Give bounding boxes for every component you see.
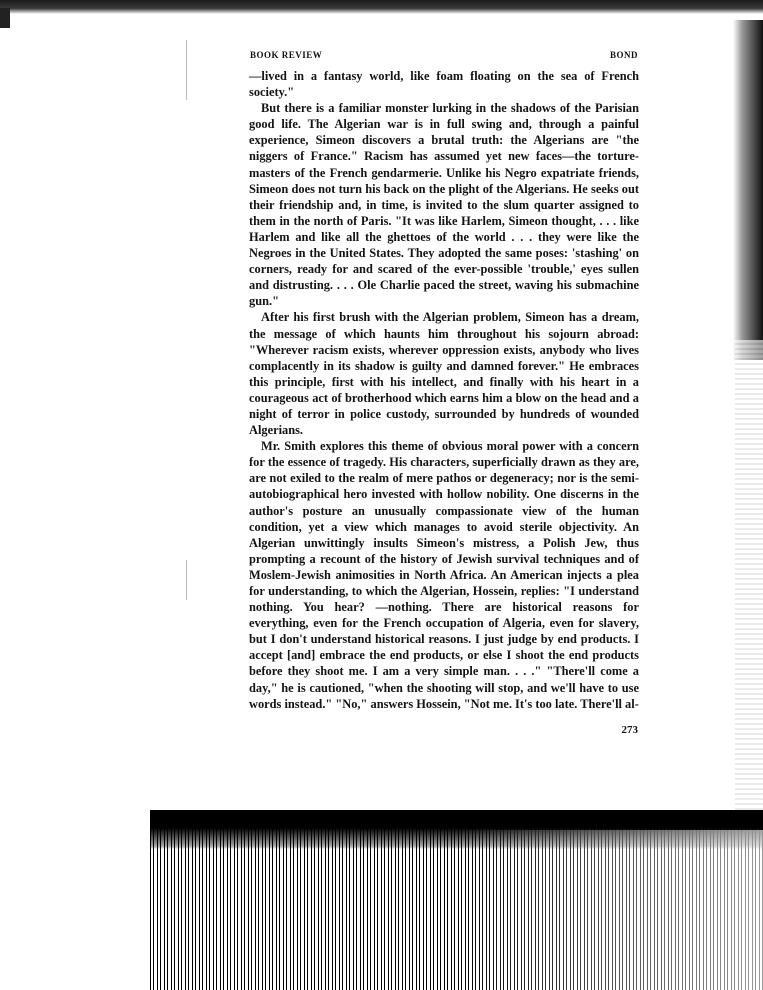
scan-bottom-fade xyxy=(150,830,763,990)
paragraph: Mr. Smith explores this theme of obvious moral power with a concern for the essence of tragedy. His characters, superficially drawn as they are, are not exiled to the realm of mere pathos or degeneracy; nor is the semi-autobiographical hero invested with hollow nobility. One discerns in the author's posture an unusually compassionate view of the human condition, yet a view which manages to avoid sterile objectivity. An Algerian unwittingly insults Simeon's mistress, a Polish Jew, thus prompting a recount of the history of Jewish survival techniques and of Moslem-Jewish animosities in North Africa. An American injects a plea for understanding, to which the Algerian, Hossein, replies: "I understand nothing. You hear? —nothing. There are historical reasons for everything, even for the French occupation of Algeria, even for slavery, but I don't understand historical reasons. I just judge by end products. I accept [and] embrace the end products, or else I shoot the end products before they shoot me. I am a very simple man. . . ." "There'll come a day," he is cautioned, "when the shooting will stop, and we'll have to use words instead." "No," answers Hossein, "Not me. It's too late. There'll al- xyxy=(249,439,639,711)
scan-margin-mark xyxy=(186,40,187,100)
running-header-section: BOOK REVIEW xyxy=(250,50,323,60)
running-header-author: BOND xyxy=(609,50,638,60)
scan-top-edge xyxy=(0,0,763,14)
scan-margin-mark xyxy=(186,560,187,600)
page-number: 273 xyxy=(621,724,638,736)
paragraph: —lived in a fantasy world, like foam floating on the sea of French society." xyxy=(249,69,639,100)
article-body xyxy=(249,68,639,712)
scan-left-mark xyxy=(0,8,10,28)
scan-right-shadow xyxy=(733,20,763,360)
paragraph: But there is a familiar monster lurking in the shadows of the Parisian good life. The Algerian war is in full swing and, through a painful experience, Simeon discovers a brutal truth: the Algerians are "the niggers of France." Racism has assumed yet new faces—the torture-masters of the French gendarmerie. Unlike his Negro expatriate friends, Simeon does not turn his back on the plight of the Algerians. He seeks out their friendship and, in time, is invited to the slum quarter assigned to them in the north of Paris. "It was like Harlem, Simeon thought, . . . like Harlem and like all the ghettoes of the world . . . they were like the Negroes in the United States. They adopted the same poses: 'stashing' on corners, ready for and scared of the ever-possible 'trouble,' eyes sullen and distrusting. . . . Ole Charlie paced the street, waving his submachine gun." xyxy=(249,101,639,309)
paragraph: After his first brush with the Algerian problem, Simeon has a dream, the message of which haunts him throughout his sojourn abroad: "Wherever racism exists, wherever oppression exists, anybody who lives complacently in its shadow is guilty and damned forever." He embraces this principle, first with his intellect, and finally with his heart in a courageous act of brotherhood which earns him a blow on the head and a night of terror in police custody, surrounded by hundreds of wounded Algerians. xyxy=(249,310,639,438)
running-header xyxy=(250,50,638,64)
